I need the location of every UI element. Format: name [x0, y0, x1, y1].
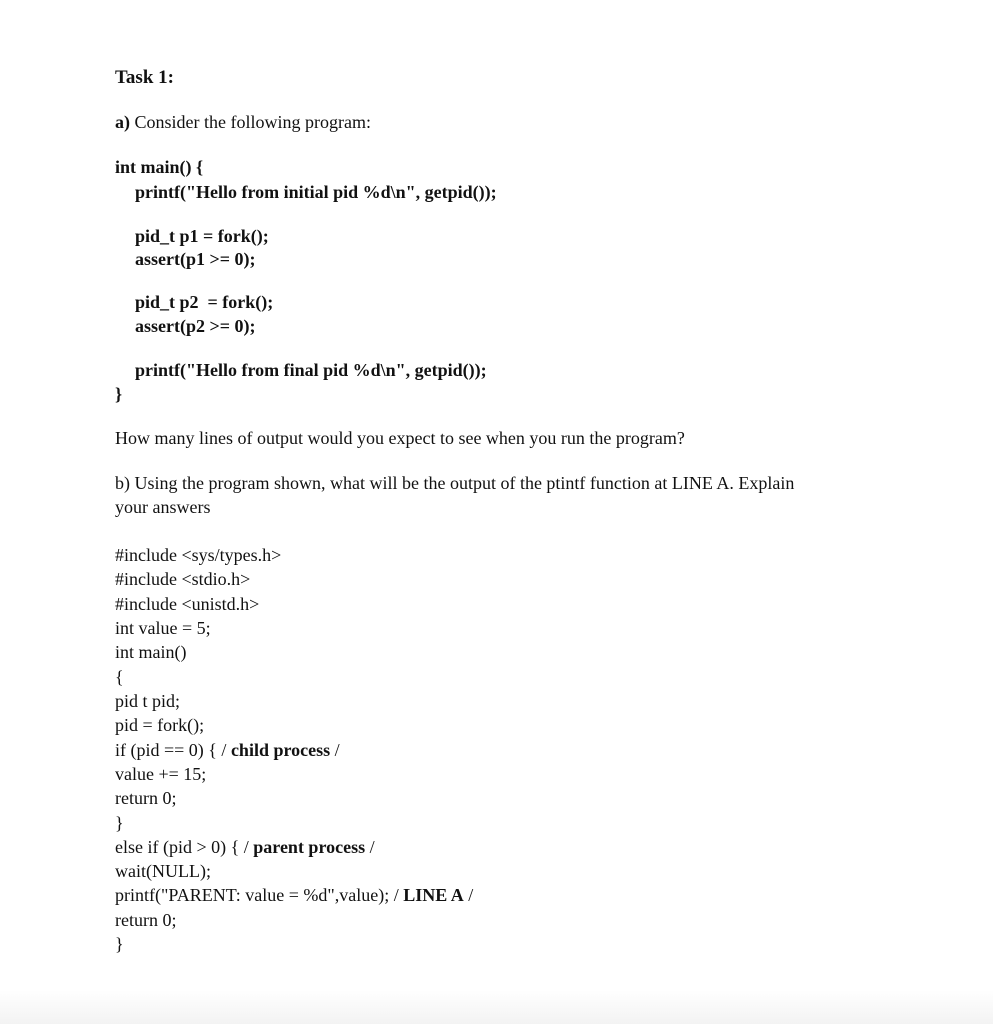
- code-line-assert-p1: assert(p1 >= 0);: [135, 249, 256, 269]
- code-else-if-parent: [115, 838, 375, 856]
- code-printf-parent: [115, 886, 473, 904]
- code-include-sys-types: #include <sys/types.h>: [115, 545, 282, 565]
- code-close-if-brace: }: [115, 813, 124, 833]
- code-include-stdio: #include <stdio.h>: [115, 569, 251, 589]
- code-line-fork-p1: pid_t p1 = fork();: [135, 226, 269, 246]
- code-line-assert-p2: assert(p2 >= 0);: [135, 316, 256, 336]
- code-open-brace: {: [115, 667, 124, 687]
- code-return-child: return 0;: [115, 788, 177, 808]
- code-else-if-comment-end: /: [365, 837, 375, 857]
- code-line-a-comment: LINE A: [403, 885, 464, 905]
- code-final-close-brace: }: [115, 934, 124, 954]
- code-line-close-brace: }: [115, 384, 123, 404]
- part-a-intro-text: Consider the following program:: [130, 112, 371, 132]
- code-pid-declaration: pid t pid;: [115, 691, 181, 711]
- page-bottom-edge: [0, 990, 993, 1024]
- code-wait-null: wait(NULL);: [115, 861, 211, 881]
- code-line-printf-initial: printf("Hello from initial pid %d\n", getpid());: [135, 182, 497, 202]
- code-printf-parent-text: printf("PARENT: value = %d",value); /: [115, 885, 404, 905]
- code-parent-process-comment: parent process: [253, 837, 366, 857]
- code-if-child-comment-end: /: [330, 740, 340, 760]
- code-line-main: int main() {: [115, 157, 204, 177]
- code-value-increment: value += 15;: [115, 764, 207, 784]
- part-a-question: How many lines of output would you expect to see when you run the program?: [115, 428, 685, 448]
- part-b-question-line-1: b) Using the program shown, what will be the output of the ptintf function at LINE A. Explain: [115, 473, 795, 493]
- code-include-unistd: #include <unistd.h>: [115, 594, 260, 614]
- part-a-intro: [115, 113, 371, 131]
- task-title: Task 1:: [115, 67, 174, 88]
- code-pid-fork: pid = fork();: [115, 715, 205, 735]
- code-printf-comment-end: /: [463, 885, 474, 905]
- code-return-parent: return 0;: [115, 910, 177, 930]
- code-if-child-text: if (pid == 0) { /: [115, 740, 231, 760]
- code-else-if-text: else if (pid > 0) { /: [115, 837, 254, 857]
- code-line-fork-p2: pid_t p2 = fork();: [135, 292, 274, 312]
- code-child-process-comment: child process: [230, 740, 331, 760]
- code-int-value: int value = 5;: [115, 618, 211, 638]
- code-line-printf-final: printf("Hello from final pid %d\n", getpid());: [135, 360, 487, 380]
- part-a-label: a): [115, 112, 130, 132]
- code-if-child: [115, 741, 340, 759]
- code-int-main: int main(): [115, 642, 187, 662]
- part-b-question-line-2: your answers: [115, 497, 211, 517]
